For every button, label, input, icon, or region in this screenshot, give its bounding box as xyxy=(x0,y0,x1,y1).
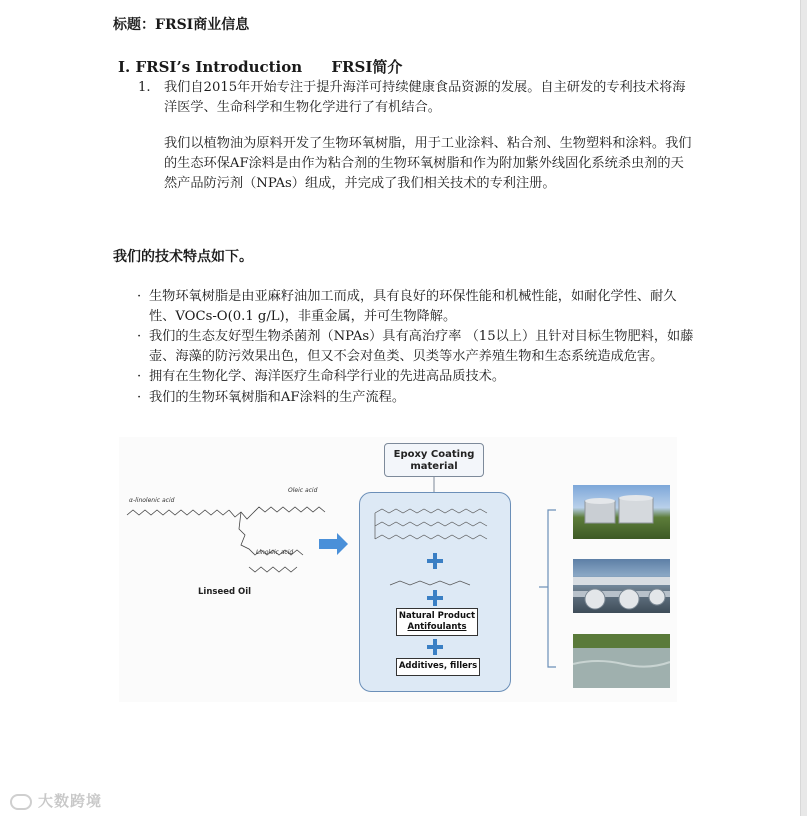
production-process-figure xyxy=(119,437,677,702)
natural-product-box: Natural Product Antifoulants xyxy=(396,608,478,636)
bullet-icon: · xyxy=(137,369,142,384)
section-title-en: FRSI’s Introduction xyxy=(135,58,303,76)
section-heading xyxy=(118,56,402,77)
document-title: 标题：FRSI商业信息 xyxy=(113,17,250,33)
epoxy-coating-box: Epoxy Coating material xyxy=(384,443,484,477)
plus-icon xyxy=(427,590,443,606)
list-item: · 拥有在生物化学、海洋医疗生命科学行业的先进高品质技术。 xyxy=(137,367,697,387)
bullet-icon: · xyxy=(137,389,142,405)
watermark-logo-icon xyxy=(10,794,32,810)
linseed-oil-label: Linseed Oil xyxy=(198,587,252,597)
bullet-icon: · xyxy=(137,329,142,344)
list-item: · 生物环氧树脂是由亚麻籽油加工而成，具有良好的环保性能和机械性能，如耐化学性、耐久性、VOCs-O(0.1 g/L)，非重金属，并可生物降解。 xyxy=(137,289,677,324)
chem-label: Oleic acid xyxy=(288,487,318,494)
features-heading: 我们的技术特点如下。 xyxy=(113,249,253,265)
aquaculture-pond-photo xyxy=(573,634,670,688)
process-arrow-icon xyxy=(319,533,348,555)
plus-icon xyxy=(427,553,443,569)
intro-paragraph: 我们自2015年开始专注于提升海洋可持续健康食品资源的发展。自主研发的专利技术将海洋医学、生命科学和生物化学进行了有机结合。 xyxy=(164,80,686,115)
bullet-icon: · xyxy=(137,289,142,304)
list-item: · 我们的生态友好型生物杀菌剂（NPAs）具有高治疗率 （15以上）且针对目标生物肥料，如藤壶、海藻的防污效果出色，但又不会对鱼类、贝类等水产养殖生物和生态系统造成危害。 xyxy=(137,329,694,364)
amine-structure-icon xyxy=(390,581,470,585)
epoxy-structure-icon xyxy=(375,509,487,539)
bracket-shape xyxy=(548,510,556,667)
watermark: 大数跨境 xyxy=(10,790,102,811)
composition-panel xyxy=(359,492,511,692)
chem-label: α-linolenic acid xyxy=(129,497,175,504)
additives-box: Additives, fillers xyxy=(396,658,480,676)
list-item: · 我们的生物环氧树脂和AF涂料的生产流程。 xyxy=(137,388,697,408)
item-number: 1. xyxy=(138,80,151,95)
resin-paragraph: 我们以植物油为原料开发了生物环氧树脂，用于工业涂料、粘合剂、生物塑料和涂料。我们的生态环保AF涂料是由作为粘合剂的生物环氧树脂和作为附加紫外线固化系统杀虫剂的天然产品防污剂（NPAs）组成，并完成了我们相关技术的专利注册。 xyxy=(164,136,692,191)
chem-label: Linoleic acid xyxy=(256,549,294,556)
section-title-zh: FRSI简介 xyxy=(331,58,403,76)
section-number: Ⅰ. xyxy=(118,58,131,76)
storage-tanks-photo xyxy=(573,485,670,539)
scrollbar[interactable] xyxy=(800,0,807,816)
plus-icon xyxy=(427,639,443,655)
feature-list xyxy=(137,287,697,408)
industrial-pipes-photo xyxy=(573,559,670,613)
linseed-molecule-icon xyxy=(127,507,325,572)
